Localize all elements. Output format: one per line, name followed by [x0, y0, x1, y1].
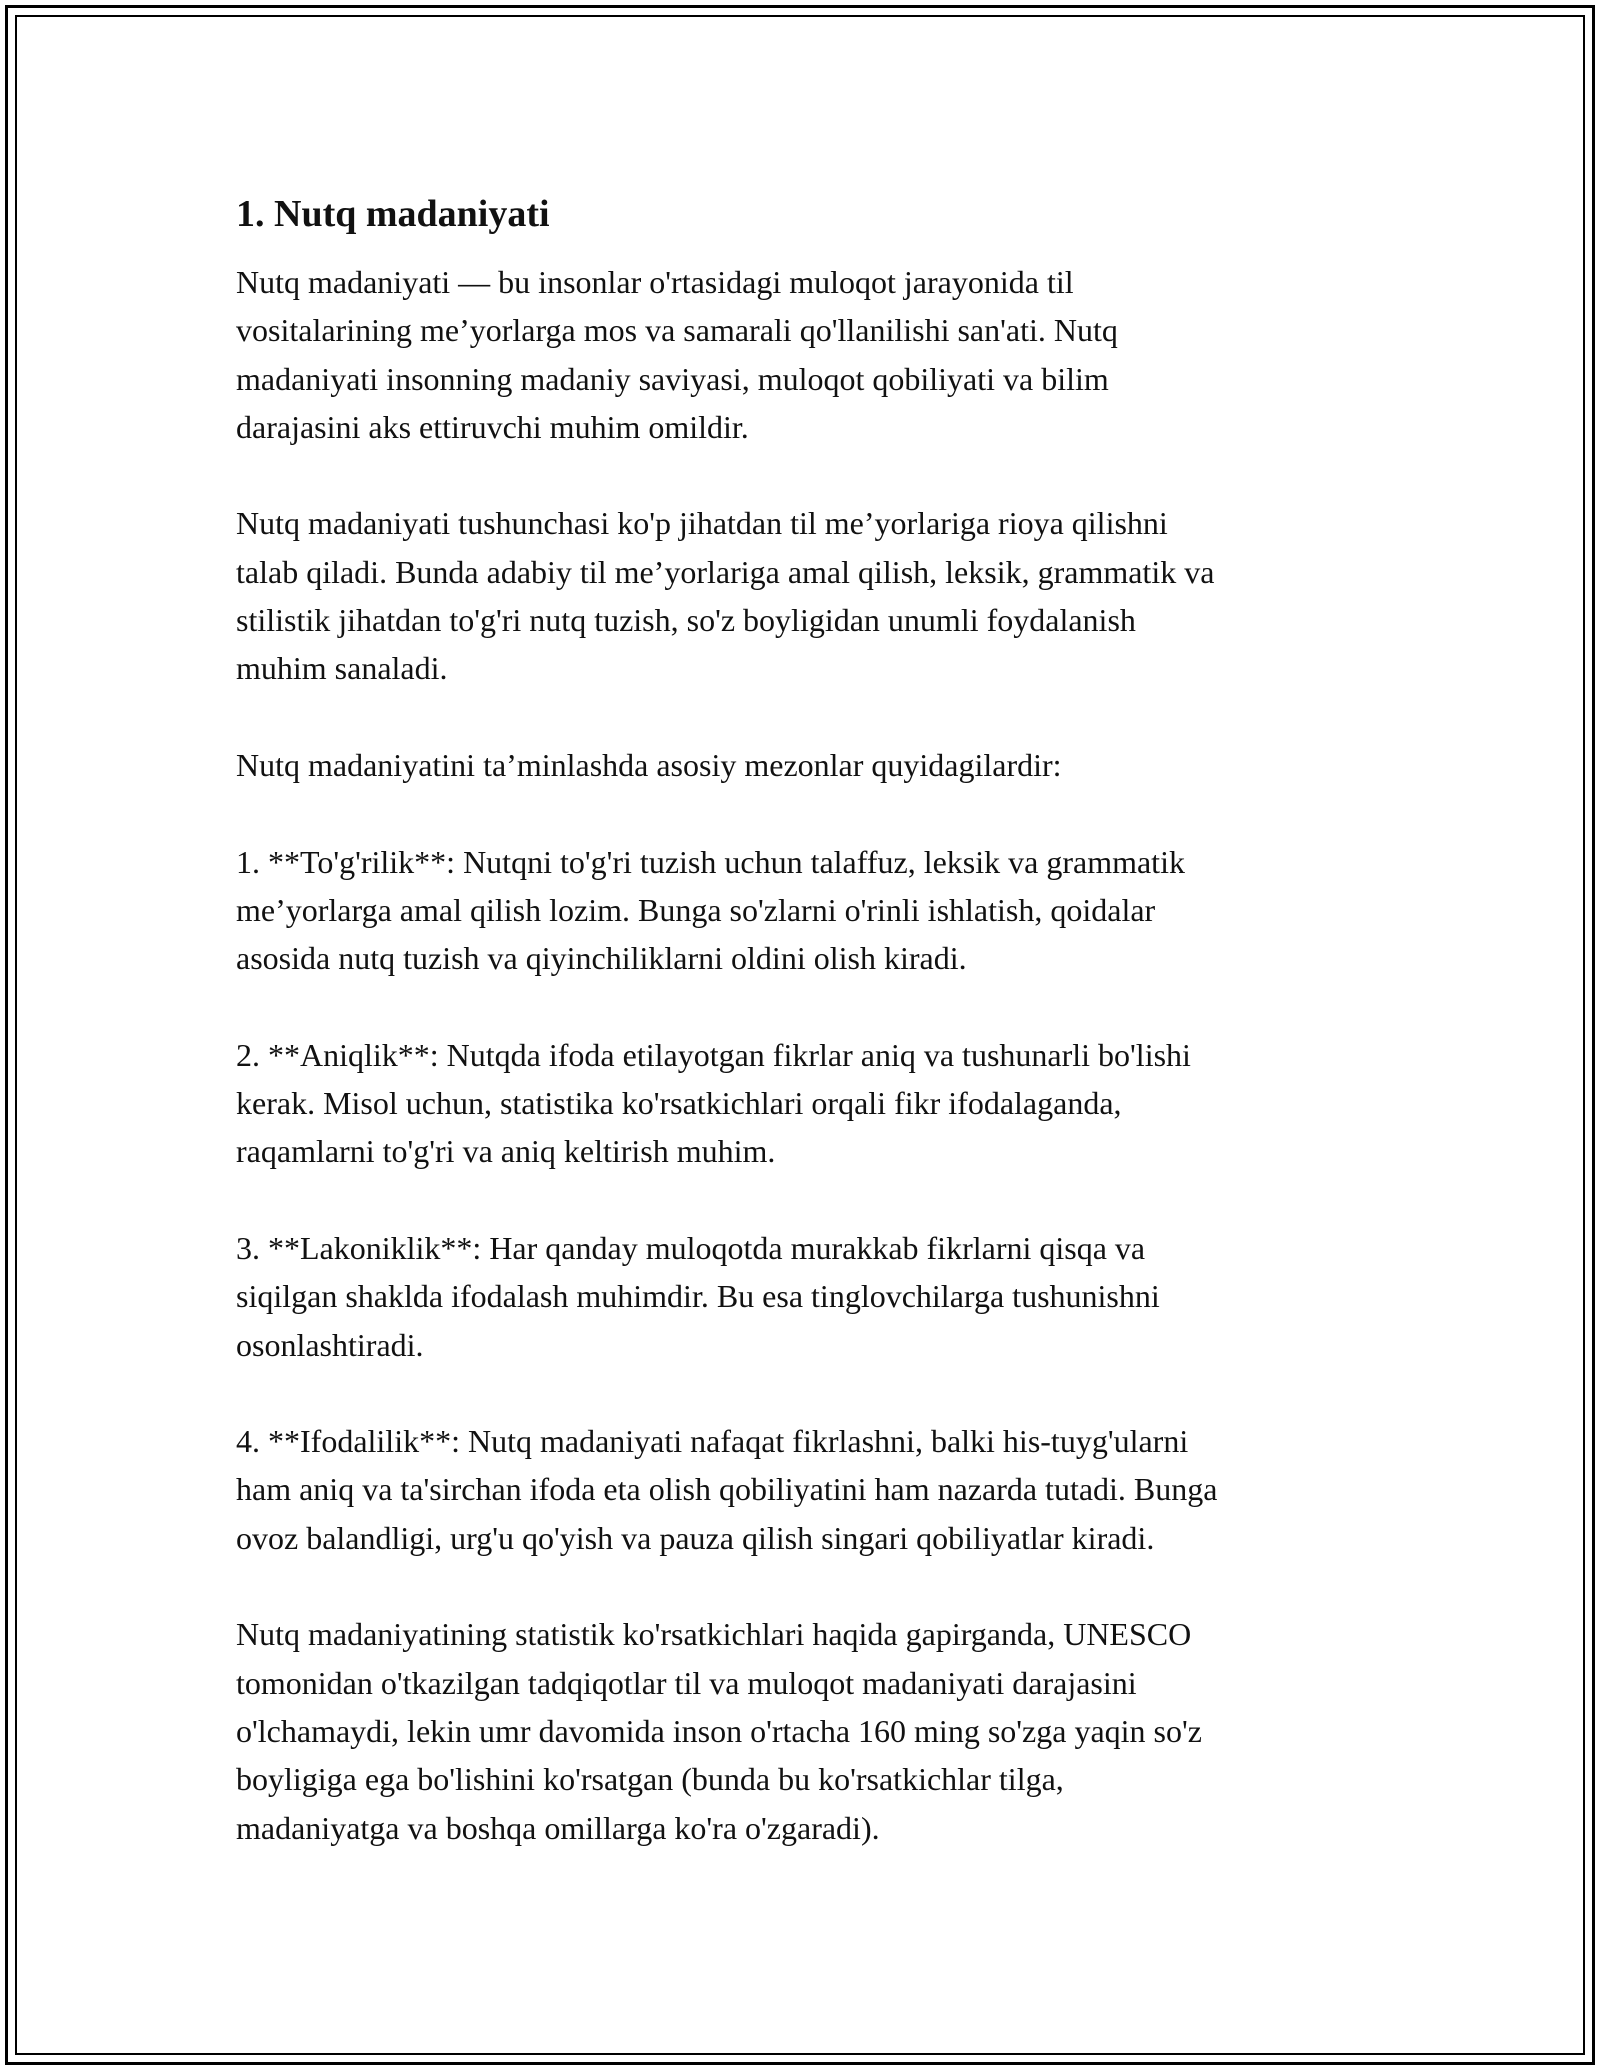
- text-line: me’yorlarga amal qilish lozim. Bunga so'zlarni o'rinli ishlatish, qoidalar: [236, 891, 1156, 928]
- text-line: darajasini aks ettiruvchi muhim omildir.: [236, 408, 749, 445]
- paragraph-concept: [236, 499, 1386, 692]
- text-line: siqilgan shaklda ifodalash muhimdir. Bu esa tinglovchilarga tushunishni: [236, 1278, 1160, 1315]
- list-item-conciseness: [236, 1224, 1386, 1369]
- paragraph-statistics: [236, 1610, 1386, 1851]
- text-line: ovoz balandligi, urg'u qo'yish va pauza qilish singari qobiliyatlar kiradi.: [236, 1519, 1155, 1556]
- text-line: madaniyati insonning madaniy saviyasi, muloqot qobiliyati va bilim: [236, 360, 1109, 397]
- document-body: [236, 186, 1386, 1852]
- text-line: 2. **Aniqlik**: Nutqda ifoda etilayotgan fikrlar aniq va tushunarli bo'lishi: [236, 1036, 1191, 1073]
- text-line: muhim sanaladi.: [236, 650, 448, 687]
- text-line: Nutq madaniyatining statistik ko'rsatkichlari haqida gapirganda, UNESCO: [236, 1616, 1192, 1653]
- text-line: 1. **To'g'rilik**: Nutqni to'g'ri tuzish uchun talaffuz, leksik va grammatik: [236, 843, 1185, 880]
- text-line: o'lchamaydi, lekin umr davomida inson o'rtacha 160 ming so'zga yaqin so'z: [236, 1712, 1202, 1749]
- paragraph-criteria-intro: [236, 741, 1386, 789]
- document-title: 1. Nutq madaniyati: [236, 193, 550, 235]
- text-line: 4. **Ifodalilik**: Nutq madaniyati nafaqat fikrlashni, balki his-tuyg'ularni: [236, 1423, 1189, 1460]
- text-line: talab qiladi. Bunda adabiy til me’yorlariga amal qilish, leksik, grammatik va: [236, 553, 1215, 590]
- text-line: Nutq madaniyati tushunchasi ko'p jihatdan til me’yorlariga rioya qilishni: [236, 505, 1168, 542]
- text-line: madaniyatga va boshqa omillarga ko'ra o'zgaradi).: [236, 1809, 880, 1846]
- list-item-expressiveness: [236, 1417, 1386, 1562]
- text-line: Nutq madaniyatini ta’minlashda asosiy mezonlar quyidagilardir:: [236, 746, 1062, 783]
- text-line: boyligiga ega bo'lishini ko'rsatgan (bunda bu ko'rsatkichlar tilga,: [236, 1761, 1064, 1798]
- text-line: osonlashtiradi.: [236, 1326, 424, 1363]
- text-line: stilistik jihatdan to'g'ri nutq tuzish, so'z boyligidan unumli foydalanish: [236, 602, 1136, 639]
- list-item-accuracy: [236, 1031, 1386, 1176]
- text-line: ham aniq va ta'sirchan ifoda eta olish qobiliyatini ham nazarda tutadi. Bunga: [236, 1471, 1218, 1508]
- paragraph-intro: [236, 258, 1386, 451]
- text-line: Nutq madaniyati — bu insonlar o'rtasidagi muloqot jarayonida til: [236, 264, 1074, 300]
- text-line: 3. **Lakoniklik**: Har qanday muloqotda murakkab fikrlarni qisqa va: [236, 1229, 1146, 1266]
- text-line: asosida nutq tuzish va qiyinchiliklarni oldini olish kiradi.: [236, 940, 967, 977]
- text-line: kerak. Misol uchun, statistika ko'rsatkichlari orqali fikr ifodalaganda,: [236, 1085, 1122, 1122]
- text-line: raqamlarni to'g'ri va aniq keltirish muhim.: [236, 1133, 776, 1170]
- list-item-correctness: [236, 838, 1386, 983]
- text-line: vositalarining me’yorlarga mos va samarali qo'llanilishi san'ati. Nutq: [236, 312, 1118, 349]
- text-line: tomonidan o'tkazilgan tadqiqotlar til va muloqot madaniyati darajasini: [236, 1664, 1137, 1701]
